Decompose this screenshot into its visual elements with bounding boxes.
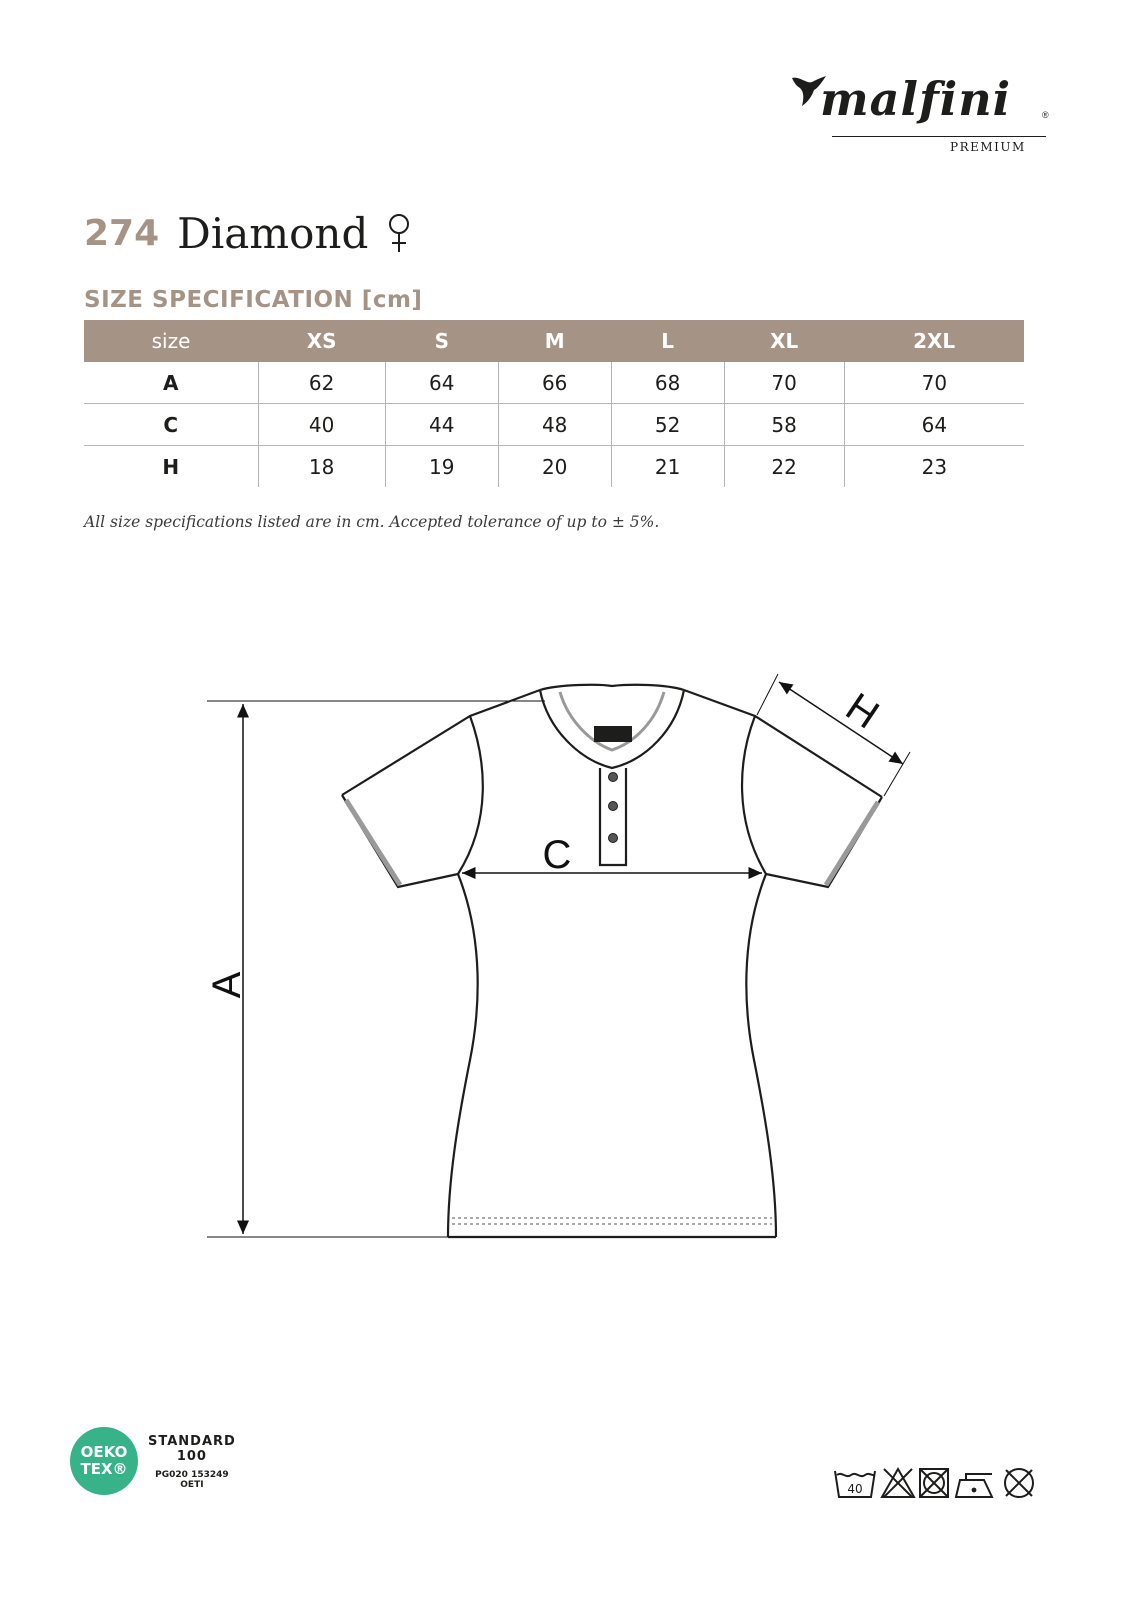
oeko-tex-info bbox=[148, 1434, 236, 1490]
column-header: size bbox=[84, 320, 258, 362]
column-header: XS bbox=[258, 320, 385, 362]
row-label: C bbox=[84, 404, 258, 446]
row-label: A bbox=[84, 362, 258, 404]
brand-tagline: PREMIUM bbox=[950, 140, 1026, 154]
no-tumble-dry-icon bbox=[920, 1469, 948, 1497]
row-label: H bbox=[162, 454, 180, 479]
table-cell: 58 bbox=[724, 404, 844, 446]
product-title bbox=[84, 208, 412, 258]
garment-diagram bbox=[0, 640, 1131, 1280]
table-cell: 70 bbox=[724, 362, 844, 404]
female-symbol-icon bbox=[386, 212, 412, 254]
column-header: 2XL bbox=[844, 320, 1024, 362]
dimension-label-a: A bbox=[205, 971, 249, 999]
dimension-label-c: C bbox=[542, 833, 572, 877]
column-header: L bbox=[611, 320, 724, 362]
care-symbols bbox=[834, 1466, 1039, 1500]
table-cell: 52 bbox=[611, 404, 724, 446]
column-header: S bbox=[385, 320, 498, 362]
brand-logo bbox=[790, 70, 1060, 160]
button-icon bbox=[609, 834, 618, 843]
table-cell: 20 bbox=[498, 446, 611, 488]
neck-label-icon bbox=[594, 726, 632, 742]
polo-shirt-outline bbox=[342, 685, 882, 1237]
table-cell: 66 bbox=[498, 362, 611, 404]
spec-heading: SIZE SPECIFICATION [cm] bbox=[84, 287, 423, 313]
brand-wordmark: malfini bbox=[820, 72, 1012, 126]
table-cell: 40 bbox=[258, 404, 385, 446]
table-row bbox=[84, 362, 1024, 404]
wash-40-icon bbox=[835, 1471, 875, 1497]
size-table bbox=[84, 320, 1024, 487]
dimension-label-h: H bbox=[837, 684, 887, 738]
oeko-badge-line1: OEKO bbox=[80, 1443, 128, 1461]
standard-number: 100 bbox=[176, 1449, 207, 1464]
product-name: Diamond bbox=[177, 208, 369, 258]
table-cell: 23 bbox=[844, 446, 1024, 488]
table-row bbox=[84, 404, 1024, 446]
column-header: M bbox=[498, 320, 611, 362]
button-icon bbox=[609, 802, 618, 811]
tolerance-note: All size specifications listed are in cm. Accepted tolerance of up to ± 5%. bbox=[84, 513, 660, 531]
table-cell: 70 bbox=[844, 362, 1024, 404]
table-cell: 44 bbox=[385, 404, 498, 446]
product-code: 274 bbox=[84, 212, 160, 254]
wash-temperature: 40 bbox=[847, 1482, 863, 1496]
oeko-tex-badge bbox=[70, 1427, 138, 1495]
no-bleach-icon bbox=[882, 1469, 914, 1497]
iron-low-icon bbox=[956, 1474, 992, 1497]
registered-mark: ® bbox=[1042, 110, 1049, 120]
table-cell: 19 bbox=[385, 446, 498, 488]
institute-name: OETI bbox=[180, 1480, 204, 1490]
table-cell: 48 bbox=[498, 404, 611, 446]
oeko-badge-line2: TEX® bbox=[80, 1460, 128, 1478]
standard-label: STANDARD bbox=[148, 1434, 236, 1449]
table-cell: 64 bbox=[844, 404, 1024, 446]
table-header-row bbox=[84, 320, 1024, 362]
table-row bbox=[84, 446, 1024, 488]
certificate-number: PG020 153249 bbox=[155, 1470, 229, 1480]
table-cell: 21 bbox=[611, 446, 724, 488]
table-cell: 22 bbox=[724, 446, 844, 488]
button-icon bbox=[609, 773, 618, 782]
table-cell: 18 bbox=[258, 446, 385, 488]
table-cell: 64 bbox=[385, 362, 498, 404]
table-cell: 68 bbox=[611, 362, 724, 404]
no-dry-clean-icon bbox=[1005, 1469, 1033, 1497]
column-header: XL bbox=[724, 320, 844, 362]
logo-divider bbox=[832, 136, 1046, 137]
table-cell: 62 bbox=[258, 362, 385, 404]
